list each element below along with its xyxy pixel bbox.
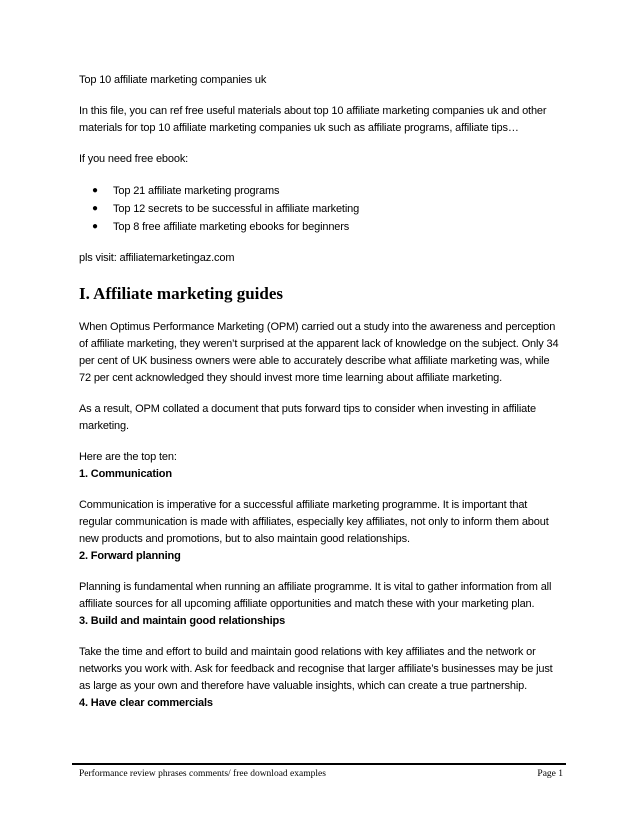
paragraph-forward-planning: Planning is fundamental when running an affiliate programme. It is vital to gather information from all affiliate sources for all upcoming affiliate opportunities and match these with your marketing plan. xyxy=(79,581,552,610)
paragraph-opm-document: As a result, OPM collated a document that puts forward tips to consider when investing in affiliate marketing. xyxy=(79,403,536,432)
section-heading: I. Affiliate marketing guides xyxy=(79,284,283,303)
footer-text: Performance review phrases comments/ free download examples xyxy=(79,769,326,779)
ebook-list xyxy=(79,182,559,236)
bullet-icon: ● xyxy=(92,185,98,196)
bullet-icon: ● xyxy=(92,221,98,232)
top-ten-intro: Here are the top ten: xyxy=(79,451,177,463)
paragraph-opm-study: When Optimus Performance Marketing (OPM) carried out a study into the awareness and perception of affiliate marketing, they weren’t surprised at the apparent lack of knowledge on the subject. Only 34 per cent of UK business owners were able to accurately describe what affiliate marketing was, while 72 per cent acknowledged they should invest more time learning about affiliate marketing. xyxy=(79,321,559,384)
list-item: ● Top 8 free affiliate marketing ebooks for beginners xyxy=(79,218,559,236)
ebook-prompt: If you need free ebook: xyxy=(79,153,189,165)
subheading-communication: 1. Communication xyxy=(79,468,172,480)
paragraph-communication: Communication is imperative for a successful affiliate marketing programme. It is important that regular communication is made with affiliates, especially key affiliates, not only to inform them about new products and promotions, but to also maintain good relationships. xyxy=(79,499,549,545)
bullet-icon: ● xyxy=(92,203,98,214)
subheading-relationships: 3. Build and maintain good relationships xyxy=(79,615,286,627)
subheading-forward-planning: 2. Forward planning xyxy=(79,550,181,562)
subheading-commercials: 4. Have clear commercials xyxy=(79,697,213,709)
paragraph-relationships: Take the time and effort to build and maintain good relations with key affiliates and the network or networks you work with. Ask for feedback and recognise that larger affiliate’s businesses may be just as large as your own and therefore have valuable insights, which can create a true partnership. xyxy=(79,646,553,692)
document-body xyxy=(79,72,559,712)
title-line: Top 10 affiliate marketing companies uk xyxy=(79,74,267,86)
visit-line: pls visit: affiliatemarketingaz.com xyxy=(79,252,235,264)
list-item: ● Top 21 affiliate marketing programs xyxy=(79,182,559,200)
list-item: ● Top 12 secrets to be successful in affiliate marketing xyxy=(79,200,559,218)
intro-paragraph: In this file, you can ref free useful materials about top 10 affiliate marketing companies uk and other materials for top 10 affiliate marketing companies uk such as affiliate programs, affiliate tips… xyxy=(79,105,547,134)
footer-divider xyxy=(72,763,566,765)
page-number: Page 1 xyxy=(537,769,563,779)
